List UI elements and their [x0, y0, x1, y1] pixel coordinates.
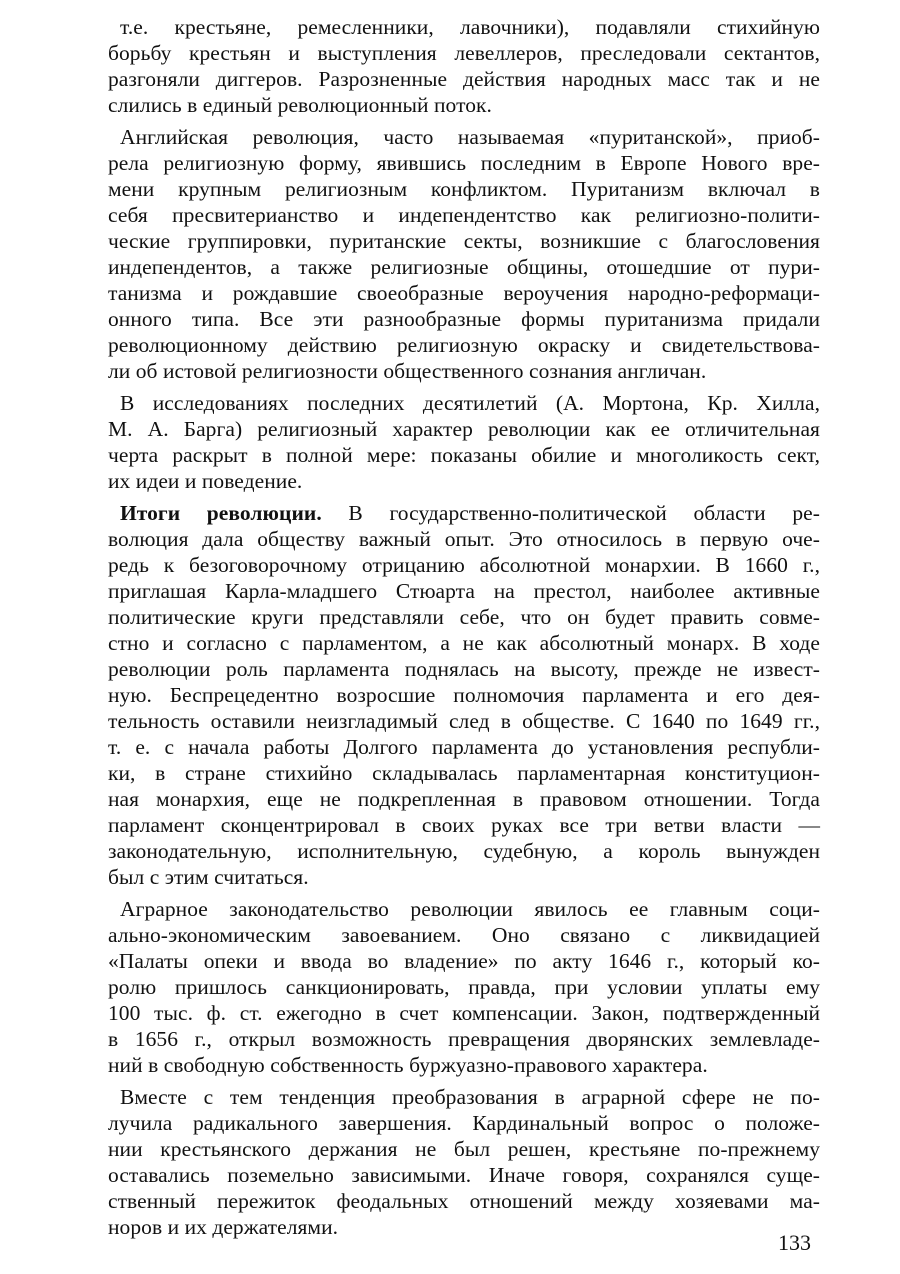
- text-line: приглашая Карла-младшего Стюарта на престол, наиболее активные: [108, 579, 820, 603]
- text-line: законодательную, исполнительную, судебную, а король вынужден: [108, 839, 820, 863]
- text-line: 100 тыс. ф. ст. ежегодно в счет компенсации. Закон, подтвержденный: [108, 1001, 820, 1025]
- paragraph: [108, 14, 820, 118]
- text-line: политические круги представляли себе, что он будет править совме-: [108, 605, 820, 629]
- text-line: т. е. с начала работы Долгого парламента до установления республи-: [108, 735, 820, 759]
- text-line: их идеи и поведение.: [108, 469, 303, 493]
- text-line: волюция дала обществу важный опыт. Это относилось в первую оче-: [108, 527, 820, 551]
- text-line: т.е. крестьяне, ремесленники, лавочники), подавляли стихийную: [120, 15, 820, 39]
- text-line: революционному действию религиозную окраску и свидетельствова-: [108, 333, 820, 357]
- text-line: [108, 500, 820, 526]
- text-line: ний в свободную собственность буржуазно-правового характера.: [108, 1053, 708, 1077]
- text-line: ролю пришлось санкционировать, правда, при условии уплаты ему: [108, 975, 820, 999]
- text-line: ли об истовой религиозности общественного сознания англичан.: [108, 359, 707, 383]
- text-line: Английская революция, часто называемая «пуританской», приоб-: [120, 125, 820, 149]
- text-line: М. А. Барга) религиозный характер революции как ее отличительная: [108, 417, 820, 441]
- text-line: революции роль парламента поднялась на высоту, прежде не извест-: [108, 657, 820, 681]
- text-line: ственный пережиток феодальных отношений между хозяевами ма-: [108, 1189, 820, 1213]
- text-line: разгоняли диггеров. Разрозненные действия народных масс так и не: [108, 67, 820, 91]
- page-number: 133: [778, 1230, 811, 1255]
- text-line: В исследованиях последних десятилетий (А. Мортона, Кр. Хилла,: [120, 391, 820, 415]
- text-line: норов и их держателями.: [108, 1215, 339, 1239]
- text-line: стно и согласно с парламентом, а не как абсолютный монарх. В ходе: [108, 631, 820, 655]
- page-text: [108, 14, 820, 1246]
- text-line: черта раскрыт в полной мере: показаны обилие и многоликость сект,: [108, 443, 820, 467]
- text-line: ная монархия, еще не подкрепленная в правовом отношении. Тогда: [108, 787, 820, 811]
- text-line: ную. Беспрецедентно возросшие полномочия парламента и его дея-: [108, 683, 820, 707]
- text-line: рела религиозную форму, явившись последним в Европе Нового вре-: [108, 151, 820, 175]
- paragraph: [108, 124, 820, 384]
- text-line: ально-экономическим завоеванием. Оно связано с ликвидацией: [108, 923, 820, 947]
- text-line: нии крестьянского держания не был решен, крестьяне по-прежнему: [108, 1137, 820, 1161]
- text-line: «Палаты опеки и ввода во владение» по акту 1646 г., который ко-: [108, 949, 820, 973]
- text-line: редь к безоговорочному отрицанию абсолютной монархии. В 1660 г.,: [108, 553, 820, 577]
- text-line-content: В государственно-политической области ре-: [321, 501, 820, 525]
- text-line: Вместе с тем тенденция преобразования в аграрной сфере не по-: [120, 1085, 820, 1109]
- paragraph: [108, 1084, 820, 1240]
- text-line: онного типа. Все эти разнообразные формы пуританизма придали: [108, 307, 820, 331]
- section-heading: Итоги революции.: [120, 501, 322, 525]
- text-line: тельность оставили неизгладимый след в обществе. С 1640 по 1649 гг.,: [108, 709, 820, 733]
- text-line: слились в единый революционный поток.: [108, 93, 492, 117]
- text-line: оставались поземельно зависимыми. Иначе говоря, сохранялся суще-: [108, 1163, 820, 1187]
- paragraph: [108, 390, 820, 494]
- paragraph: [108, 896, 820, 1078]
- text-line: себя пресвитерианство и индепендентство как религиозно-полити-: [108, 203, 820, 227]
- text-line: ки, в стране стихийно складывалась парламентарная конституцион-: [108, 761, 820, 785]
- text-line: в 1656 г., открыл возможность превращения дворянских землевладе-: [108, 1027, 820, 1051]
- text-line: индепендентов, а также религиозные общины, отошедшие от пури-: [108, 255, 820, 279]
- text-line: борьбу крестьян и выступления левеллеров, преследовали сектантов,: [108, 41, 820, 65]
- text-line: ческие группировки, пуританские секты, возникшие с благословения: [108, 229, 820, 253]
- paragraph: [108, 500, 820, 890]
- text-line: лучила радикального завершения. Кардинальный вопрос о положе-: [108, 1111, 820, 1135]
- text-line: танизма и рождавшие своеобразные вероучения народно-реформаци-: [108, 281, 820, 305]
- text-line: Аграрное законодательство революции явилось ее главным соци-: [120, 897, 820, 921]
- text-line: парламент сконцентрировал в своих руках все три ветви власти —: [108, 813, 820, 837]
- text-line: был с этим считаться.: [108, 865, 309, 889]
- text-line: мени крупным религиозным конфликтом. Пуританизм включал в: [108, 177, 820, 201]
